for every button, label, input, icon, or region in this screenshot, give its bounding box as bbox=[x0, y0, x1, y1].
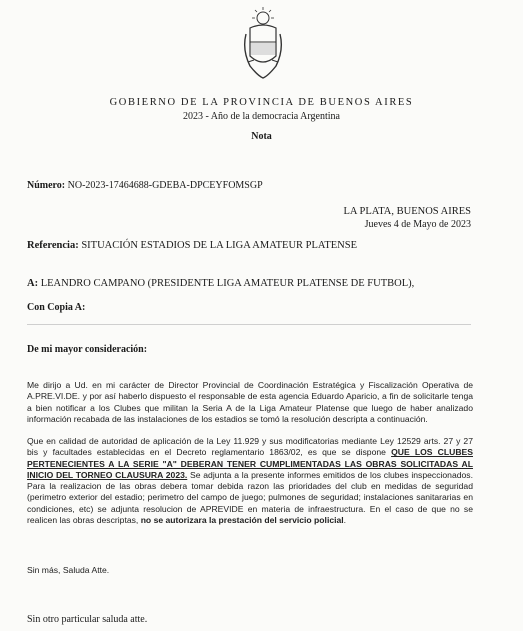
reference bbox=[27, 240, 357, 251]
divider bbox=[27, 324, 471, 325]
p2-details: Se adjunta a la presente informes emitidos de los clubes inspeccionados. Para la realizacion de las obras debera tomar debida razon las prioridades del club en medidas de seguridad (perimetro exterior del estadio; perimetro del campo de juego; pulmones de seguridad; instalaciones sanitararias en condiciones, etc) se adjunta resolucion de APREVIDE en materia de infraestructura. En el caso de que no se realicen las obras descriptas, bbox=[27, 469, 473, 526]
p2-warning: no se autorizara la prestación del servicio policial bbox=[140, 515, 344, 526]
referencia-label: Referencia: bbox=[27, 240, 79, 251]
body-paragraph-2 bbox=[27, 436, 473, 526]
closing: Sin otro particular saluda atte. bbox=[27, 614, 148, 625]
date: Jueves 4 de Mayo de 2023 bbox=[364, 219, 471, 230]
greeting: De mi mayor consideración: bbox=[27, 344, 148, 355]
numero-value: NO-2023-17464688-GDEBA-DPCEYFOMSGP bbox=[67, 180, 263, 191]
numero-label: Número: bbox=[27, 180, 66, 191]
destinatario-value: LEANDRO CAMPANO (PRESIDENTE LIGA AMATEUR PLATENSE DE FUTBOL), bbox=[40, 278, 415, 289]
p2-end: . bbox=[343, 515, 347, 526]
destinatario-label: A: bbox=[27, 278, 39, 289]
province-coat-of-arms-icon bbox=[240, 6, 286, 84]
p2-resolution: QUE LOS CLUBES PERTENECIENTES A LA SERIE "A" DEBERAN TENER CUMPLIMENTADAS LAS OBRAS SOLICITADAS AL INICIO DEL TORNEO CLAUSURA 2023. bbox=[27, 447, 473, 480]
referencia-value: SITUACIÓN ESTADIOS DE LA LIGA AMATEUR PLATENSE bbox=[81, 240, 357, 251]
document-type: Nota bbox=[251, 131, 272, 142]
recipient bbox=[27, 278, 414, 289]
body-paragraph-1: Me dirijo a Ud. en mi carácter de Director Provincial de Coordinación Estratégica y Fiscalización Operativa de A.PRE.VI.DE. y por así haberlo dispuesto el responsable de esta agencia Eduardo Aparicio, a fin de solicitarle tenga a bien notificar a los Clubes que militan la Seria A de la Liga Amateur Platense que luego de haber analizado información recabada de las instalaciones de los estadios se tomó la resolución descripta a continuación. bbox=[27, 380, 473, 424]
year-motto: 2023 - Año de la democracia Argentina bbox=[183, 111, 340, 122]
p2-intro: Que en calidad de autoridad de aplicación de la Ley 11.929 y sus modificatorias mediante Ley 12529 arts. 27 y 27 bis y facultades establecidas en el Decreto reglamentario 1863/02, es que se dispone bbox=[27, 436, 473, 458]
body-paragraph-3: Sin más, Saluda Atte. bbox=[27, 565, 110, 575]
government-title: GOBIERNO DE LA PROVINCIA DE BUENOS AIRES bbox=[109, 97, 414, 108]
copy-to-label: Con Copia A: bbox=[27, 302, 86, 313]
place: LA PLATA, BUENOS AIRES bbox=[343, 206, 471, 217]
document-number bbox=[27, 180, 263, 191]
